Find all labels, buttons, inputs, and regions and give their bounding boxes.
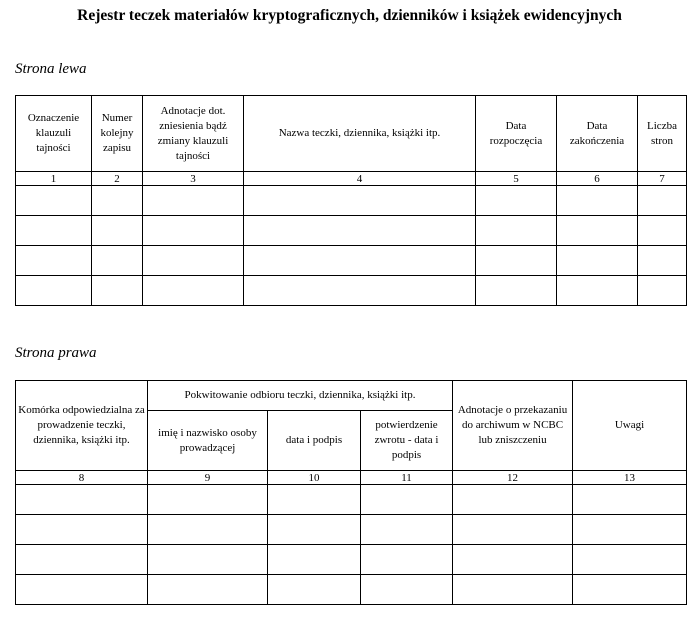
empty-cell[interactable] (143, 216, 244, 246)
column-number: 9 (148, 471, 268, 485)
left-header-row (16, 96, 687, 172)
column-number: 8 (16, 471, 148, 485)
empty-cell[interactable] (268, 575, 361, 605)
empty-cell[interactable] (268, 485, 361, 515)
empty-cell[interactable] (361, 545, 453, 575)
table-row (16, 485, 687, 515)
empty-cell[interactable] (143, 276, 244, 306)
header-responsible-unit: Komórka odpowiedzialna za prowadzenie teczki, dziennika, książki itp. (16, 381, 148, 471)
empty-cell[interactable] (268, 515, 361, 545)
empty-cell[interactable] (573, 515, 687, 545)
empty-cell[interactable] (16, 545, 148, 575)
empty-cell[interactable] (148, 545, 268, 575)
document-title: Rejestr teczek materiałów kryptograficznych, dzienników i książek ewidencyjnych (77, 7, 622, 24)
empty-cell[interactable] (638, 246, 687, 276)
header-archive-notes: Adnotacje o przekazaniu do archiwum w NCBC lub zniszczeniu (453, 381, 573, 471)
empty-cell[interactable] (557, 276, 638, 306)
left-register-table (15, 95, 687, 306)
empty-cell[interactable] (148, 515, 268, 545)
empty-cell[interactable] (476, 186, 557, 216)
empty-cell[interactable] (16, 276, 92, 306)
column-number: 5 (476, 172, 557, 186)
header-entry-number: Numer kolejny zapisu (92, 96, 143, 172)
header-remarks: Uwagi (573, 381, 687, 471)
header-return-confirmation: potwierdzenie zwrotu - data i podpis (361, 411, 453, 471)
empty-cell[interactable] (92, 276, 143, 306)
empty-cell[interactable] (557, 246, 638, 276)
table-row (16, 186, 687, 216)
empty-cell[interactable] (557, 186, 638, 216)
empty-cell[interactable] (476, 216, 557, 246)
empty-cell[interactable] (453, 515, 573, 545)
right-column-numbers-row (16, 471, 687, 485)
header-receipt-group: Pokwitowanie odbioru teczki, dziennika, książki itp. (148, 381, 453, 411)
empty-cell[interactable] (92, 216, 143, 246)
empty-cell[interactable] (361, 485, 453, 515)
empty-cell[interactable] (453, 485, 573, 515)
right-page-label: Strona prawa (15, 345, 97, 361)
empty-cell[interactable] (244, 186, 476, 216)
column-number: 3 (143, 172, 244, 186)
right-header-row (16, 381, 687, 411)
column-number: 13 (573, 471, 687, 485)
empty-cell[interactable] (16, 216, 92, 246)
empty-cell[interactable] (453, 575, 573, 605)
right-register-table (15, 380, 687, 605)
empty-cell[interactable] (16, 575, 148, 605)
empty-cell[interactable] (16, 485, 148, 515)
table-row (16, 276, 687, 306)
empty-cell[interactable] (244, 246, 476, 276)
empty-cell[interactable] (453, 545, 573, 575)
empty-cell[interactable] (361, 515, 453, 545)
empty-cell[interactable] (476, 246, 557, 276)
column-number: 1 (16, 172, 92, 186)
empty-cell[interactable] (143, 246, 244, 276)
empty-cell[interactable] (638, 216, 687, 246)
table-row (16, 216, 687, 246)
header-page-count: Liczba stron (638, 96, 687, 172)
column-number: 12 (453, 471, 573, 485)
empty-cell[interactable] (143, 186, 244, 216)
left-column-numbers-row (16, 172, 687, 186)
table-row (16, 545, 687, 575)
header-classification: Oznaczenie klauzuli tajności (16, 96, 92, 172)
column-number: 10 (268, 471, 361, 485)
empty-cell[interactable] (557, 216, 638, 246)
empty-cell[interactable] (148, 485, 268, 515)
empty-cell[interactable] (92, 246, 143, 276)
empty-cell[interactable] (244, 216, 476, 246)
header-folder-name: Nazwa teczki, dziennika, książki itp. (244, 96, 476, 172)
empty-cell[interactable] (244, 276, 476, 306)
column-number: 11 (361, 471, 453, 485)
header-date-signature: data i podpis (268, 411, 361, 471)
empty-cell[interactable] (268, 545, 361, 575)
table-row (16, 515, 687, 545)
column-number: 4 (244, 172, 476, 186)
empty-cell[interactable] (148, 575, 268, 605)
table-row (16, 246, 687, 276)
column-number: 2 (92, 172, 143, 186)
header-end-date: Data zakończenia (557, 96, 638, 172)
empty-cell[interactable] (476, 276, 557, 306)
empty-cell[interactable] (573, 485, 687, 515)
header-keeper-name: imię i nazwisko osoby prowadzącej (148, 411, 268, 471)
header-start-date: Data rozpoczęcia (476, 96, 557, 172)
empty-cell[interactable] (638, 186, 687, 216)
empty-cell[interactable] (16, 515, 148, 545)
left-page-label: Strona lewa (15, 61, 87, 77)
empty-cell[interactable] (92, 186, 143, 216)
empty-cell[interactable] (16, 246, 92, 276)
empty-cell[interactable] (361, 575, 453, 605)
column-number: 6 (557, 172, 638, 186)
header-classification-change-notes: Adnotacje dot. zniesienia bądź zmiany klauzuli tajności (143, 96, 244, 172)
empty-cell[interactable] (573, 575, 687, 605)
empty-cell[interactable] (573, 545, 687, 575)
empty-cell[interactable] (638, 276, 687, 306)
empty-cell[interactable] (16, 186, 92, 216)
table-row (16, 575, 687, 605)
column-number: 7 (638, 172, 687, 186)
